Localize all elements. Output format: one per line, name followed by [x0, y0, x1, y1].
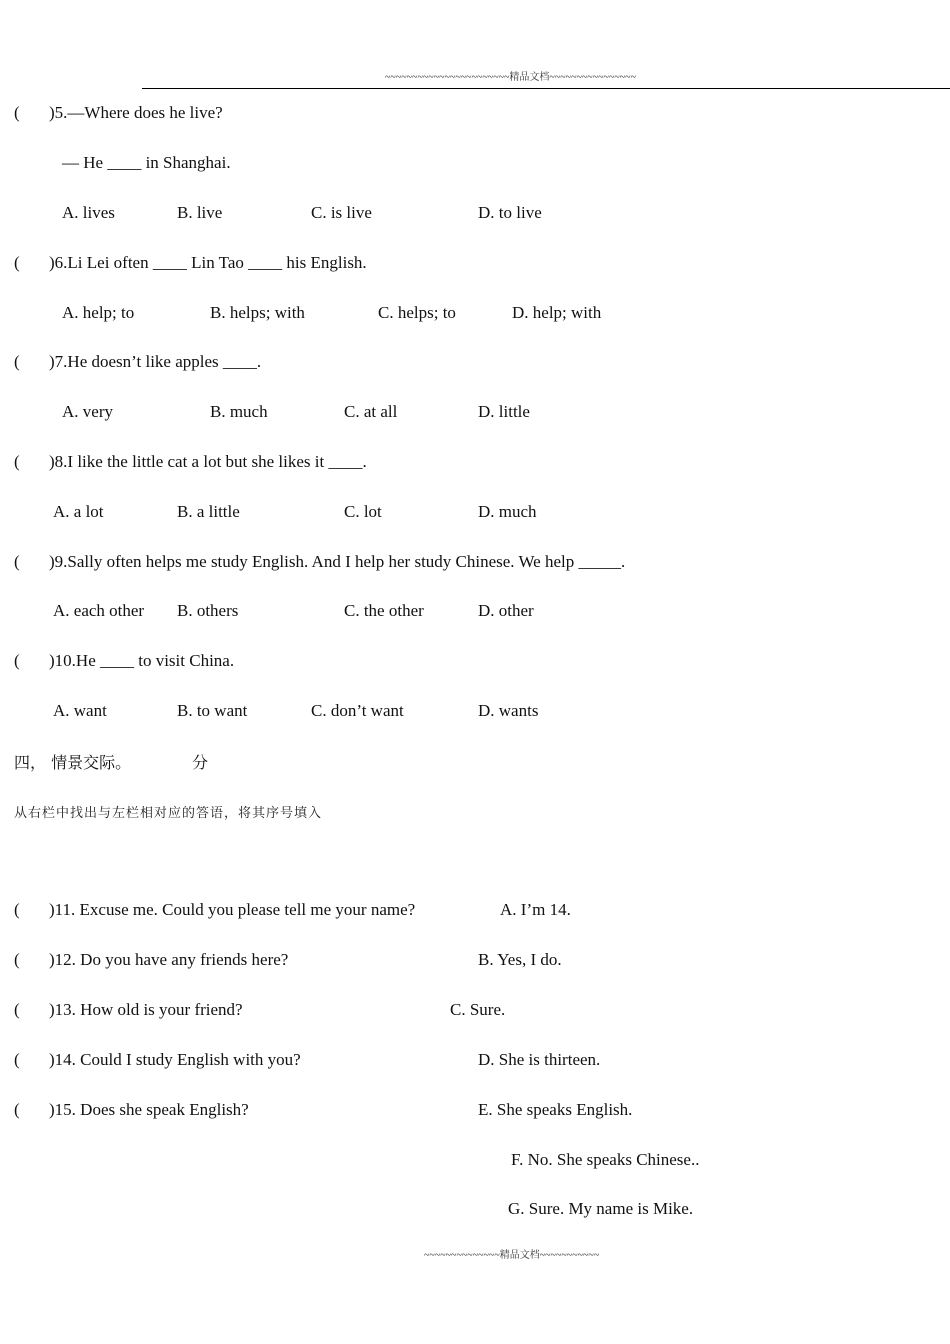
answer-option-d: D. She is thirteen.: [478, 1050, 601, 1069]
answer-option-f: F. No. She speaks Chinese..: [511, 1150, 700, 1169]
question-14-paren: (: [14, 1050, 20, 1069]
question-5-option-c: C. is live: [311, 203, 372, 222]
question-8-option-c: C. lot: [344, 502, 382, 521]
header-decoration: ~~~~~~~~~~~~~~~~~~~~~~~精品文档~~~~~~~~~~~~~~~~: [385, 72, 636, 83]
question-7-option-d: D. little: [478, 402, 530, 421]
question-5-option-b: B. live: [177, 203, 223, 222]
question-11-stem: )11. Excuse me. Could you please tell me your name?: [49, 900, 416, 919]
answer-option-b: B. Yes, I do.: [478, 950, 562, 969]
question-10-option-a: A. want: [53, 701, 107, 720]
question-7-paren: (: [14, 352, 20, 371]
question-7-option-c: C. at all: [344, 402, 398, 421]
question-12-paren: (: [14, 950, 20, 969]
question-6-option-d: D. help; with: [512, 303, 602, 322]
answer-option-e: E. She speaks English.: [478, 1100, 633, 1119]
section-4-score: 分: [192, 753, 209, 772]
question-10-paren: (: [14, 651, 20, 670]
question-9-stem: )9.Sally often helps me study English. And I help her study Chinese. We help _____.: [49, 552, 626, 571]
question-6-option-a: A. help; to: [62, 303, 135, 322]
question-8-option-a: A. a lot: [53, 502, 104, 521]
section-4-title: 四， 情景交际。: [14, 753, 132, 772]
question-10-option-d: D. wants: [478, 701, 539, 720]
question-7-option-a: A. very: [62, 402, 113, 421]
question-5-stem: )5.—Where does he live?: [49, 103, 223, 122]
question-6-stem: )6.Li Lei often ____ Lin Tao ____ his English.: [49, 253, 367, 272]
question-12-stem: )12. Do you have any friends here?: [49, 950, 289, 969]
question-6-option-c: C. helps; to: [378, 303, 456, 322]
question-9-option-b: B. others: [177, 601, 239, 620]
question-9-option-c: C. the other: [344, 601, 424, 620]
question-14-stem: )14. Could I study English with you?: [49, 1050, 301, 1069]
question-9-option-a: A. each other: [53, 601, 145, 620]
question-8-stem: )8.I like the little cat a lot but she likes it ____.: [49, 452, 367, 471]
question-5-option-a: A. lives: [62, 203, 115, 222]
question-5-option-d: D. to live: [478, 203, 542, 222]
question-8-paren: (: [14, 452, 20, 471]
question-8-option-d: D. much: [478, 502, 537, 521]
question-15-paren: (: [14, 1100, 20, 1119]
question-15-stem: )15. Does she speak English?: [49, 1100, 249, 1119]
answer-option-c: C. Sure.: [450, 1000, 506, 1019]
question-6-paren: (: [14, 253, 20, 272]
section-4-instruction: 从右栏中找出与左栏相对应的答语，将其序号填入: [14, 806, 323, 821]
question-10-stem: )10.He ____ to visit China.: [49, 651, 235, 670]
answer-option-a: A. I’m 14.: [500, 900, 571, 919]
question-5-answer-line: — He ____ in Shanghai.: [62, 153, 231, 172]
answer-option-g: G. Sure. My name is Mike.: [508, 1199, 694, 1218]
question-10-option-b: B. to want: [177, 701, 248, 720]
question-7-option-b: B. much: [210, 402, 268, 421]
question-9-option-d: D. other: [478, 601, 534, 620]
footer-decoration: ~~~~~~~~~~~~~~精品文档~~~~~~~~~~~: [424, 1250, 600, 1261]
question-11-paren: (: [14, 900, 20, 919]
question-7-stem: )7.He doesn’t like apples ____.: [49, 352, 262, 371]
question-6-option-b: B. helps; with: [210, 303, 305, 322]
question-13-stem: )13. How old is your friend?: [49, 1000, 243, 1019]
header-rule: [142, 88, 950, 89]
question-8-option-b: B. a little: [177, 502, 240, 521]
question-10-option-c: C. don’t want: [311, 701, 404, 720]
question-13-paren: (: [14, 1000, 20, 1019]
question-5-paren: (: [14, 103, 20, 122]
question-9-paren: (: [14, 552, 20, 571]
